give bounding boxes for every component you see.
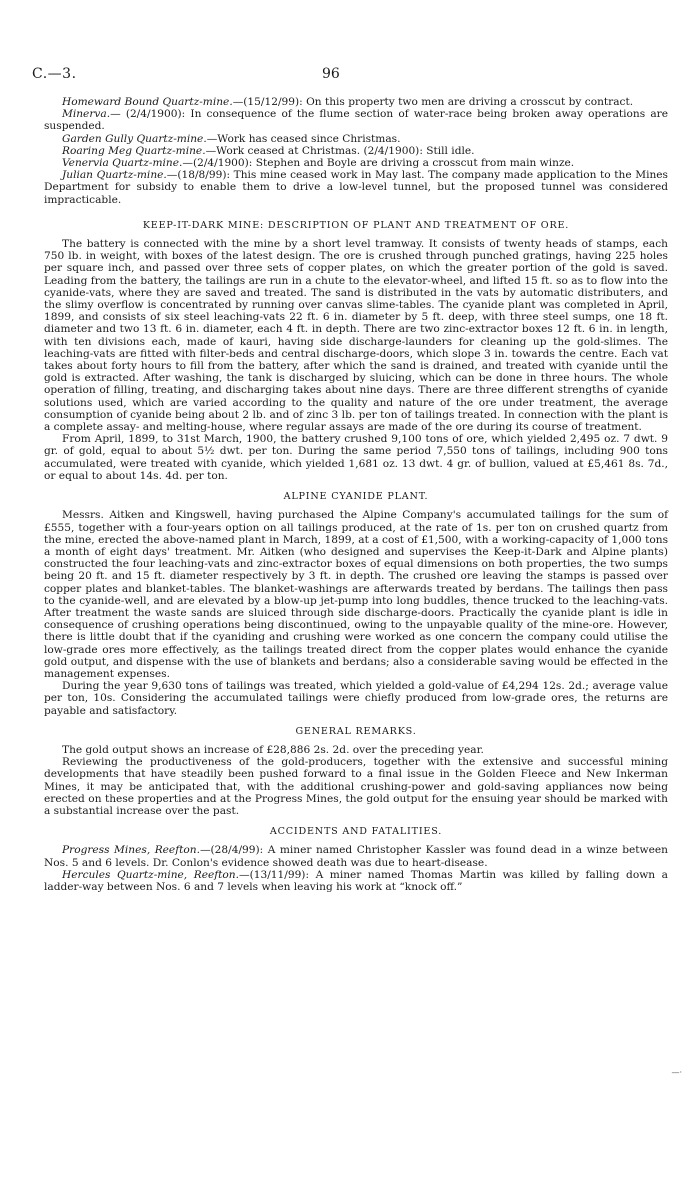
section-heading-alpine: ALPINE CYANIDE PLANT. xyxy=(283,491,429,503)
mine-entry xyxy=(44,145,668,157)
mine-entry xyxy=(44,157,668,169)
mine-text: —Work ceased at Christmas. (2/4/1900): Still idle. xyxy=(205,144,475,157)
mine-name: Homeward Bound Quartz-mine. xyxy=(62,96,233,108)
paragraph: Reviewing the productiveness of the gold-producers, together with the extensive and successful mining developments that have steadily been pushed forward to a final issue in the Golden Fleece and New Inkerman Mines, it may be anticipated that, with the additional crushing-power and gold-saving appliances now being erected on these properties and at the Progress Mines, the gold output for the ensuing year should be marked with a substantial increase over the past. xyxy=(44,756,668,817)
paragraph: Messrs. Aitken and Kingswell, having purchased the Alpine Company's accumulated tailings for the sum of £555, together with a four-years option on all tailings produced, at the rate of 1s. per ton on crushed quartz from the mine, erected the above-named plant in March, 1899, at a cost of £1,500, with a working-capacity of 1,000 tons a month of eight days' treatment. Mr. Aitken (who designed and supervises the Keep-it-Dark and Alpine plants) constructed the four leaching-vats and zinc-extractor boxes of equal dimensions on both properties, the two sumps being 20 ft. and 15 ft. diameter respectively by 3 ft. in depth. The crushed ore leaving the stamps is passed over copper plates and blanket-tables. The blanket-washings are afterwards treated by berdans. The tailings then pass to the cyanide-well, and are elevated by a blow-up jet-pump into long buddles, thence trucked to the leaching-vats. After treatment the waste sands are sluiced through side discharge-doors. Practically the cyanide plant is idle in consequence of crushing operations being discontinued, owing to the unpayable quality of the mine-ore. However, there is little doubt that if the cyaniding and crushing were worked as one concern the company could utilise the low-grade ores more effectively, as the tailings treated direct from the copper plates would enhance the cyanide gold output, and dispense with the use of blankets and berdans; also a considerable saving would be effected in the management expenses. xyxy=(44,509,668,680)
mine-name: Roaring Meg Quartz-mine. xyxy=(62,144,206,157)
accident-text: —(13/11/99): A miner named Thomas Martin was killed by falling down a ladder-way between Nos. 6 and 7 levels when leaving his work at “knock off.” xyxy=(44,868,668,893)
mine-text: —(2/4/1900): Stephen and Boyle are driving a crosscut from main winze. xyxy=(182,157,575,170)
section-heading-keep-it-dark: KEEP-IT-DARK MINE: DESCRIPTION OF PLANT AND TREATMENT OF ORE. xyxy=(142,219,570,231)
section-heading-accidents: ACCIDENTS AND FATALITIES. xyxy=(269,826,443,838)
mine-name: Minerva. xyxy=(62,108,111,121)
mine-entry xyxy=(44,108,668,132)
accident-entry xyxy=(44,869,668,893)
mine-entry xyxy=(44,133,668,145)
paragraph: The battery is connected with the mine by a short level tramway. It consists of twenty heads of stamps, each 750 lb. in weight, with boxes of the latest design. The ore is crushed through punched gratings, having 225 holes per square inch, and passed over three sets of copper plates, on which the greater portion of the gold is saved. Leading from the battery, the tailings are run in a chute to the elevator-wheel, and lifted 15 ft. so as to flow into the cyanide-vats, where they are saved and treated. The sand is distributed in the vats by automatic distributers, and the slimy overflow is concentrated by running over canvas slime-tables. The cyanide plant was completed in April, 1899, and consists of six steel leaching-vats 22 ft. 6 in. diameter by 5 ft. deep, with three steel sumps, one 18 ft. diameter and two 13 ft. 6 in. diameter, each 4 ft. in depth. There are two zinc-extractor boxes 12 ft. 6 in. in length, with ten divisions each, made of kauri, having side discharge-launders for cleaning up the gold-slimes. The leaching-vats are fitted with filter-beds and central discharge-doors, which slope 3 in. towards the centre. Each vat takes about forty hours to fill from the battery, after which the sand is drained, and treated with cyanide until the gold is extracted. After washing, the tank is discharged by sluicing, which can be done in three hours. The whole operation of filling, treating, and discharging takes about nine days. There are three different strengths of cyanide solutions used, which are varied according to the quality and nature of the ore under treatment, the average consumption of cyanide being about 2 lb. and of zinc 3 lb. per ton of tailings treated. In connection with the plant is a complete assay- and melting-house, where regular assays are made of the ore during its course of treatment. xyxy=(44,238,668,434)
accident-entry xyxy=(44,844,668,868)
mine-entry xyxy=(44,169,668,206)
mine-name: Venervia Quartz-mine. xyxy=(62,157,183,170)
document-body xyxy=(44,96,668,893)
paragraph: During the year 9,630 tons of tailings was treated, which yielded a gold-value of £4,294 12s. 2d.; average value per ton, 10s. Considering the accumulated tailings were chiefly produced from low-grade ores, the returns are payable and satisfactory. xyxy=(44,680,668,717)
accident-text: —(28/4/99): A miner named Christopher Kassler was found dead in a winze between Nos. 5 and 6 levels. Dr. Conlon's evidence showed death was due to heart-disease. xyxy=(44,844,668,869)
accident-location: Hercules Quartz-mine, Reefton. xyxy=(62,868,239,881)
accident-location: Progress Mines, Reefton. xyxy=(62,844,200,857)
section-heading-general-remarks: GENERAL REMARKS. xyxy=(295,725,417,737)
mine-text: —(15/12/99): On this property two men are driving a crosscut by contract. xyxy=(232,96,634,108)
mine-text: —(18/8/99): This mine ceased work in May last. The company made application to the Mines Department for subsidy to enable them to drive a low-level tunnel, but the proposed tunnel was considered impracticable. xyxy=(44,169,668,206)
report-reference: C.—3. xyxy=(32,66,77,82)
paragraph: The gold output shows an increase of £28,886 2s. 2d. over the preceding year. xyxy=(62,743,484,756)
mine-entry xyxy=(44,96,668,108)
mine-name: Garden Gully Quartz-mine. xyxy=(62,132,207,145)
mine-text: —Work has ceased since Christmas. xyxy=(206,132,401,145)
page-number: 96 xyxy=(322,66,340,82)
mine-name: Julian Quartz-mine. xyxy=(62,169,167,182)
page-mark: —· xyxy=(671,1068,682,1077)
mine-text: — (2/4/1900): In consequence of the flume section of water-race being broken away operations are suspended. xyxy=(44,108,668,133)
paragraph: From April, 1899, to 31st March, 1900, the battery crushed 9,100 tons of ore, which yielded 2,495 oz. 7 dwt. 9 gr. of gold, equal to about 5½ dwt. per ton. During the same period 7,550 tons of tailings, including 900 tons accumulated, were treated with cyanide, which yielded 1,681 oz. 13 dwt. 4 gr. of bullion, valued at £5,461 8s. 7d., or equal to about 14s. 4d. per ton. xyxy=(44,433,668,482)
